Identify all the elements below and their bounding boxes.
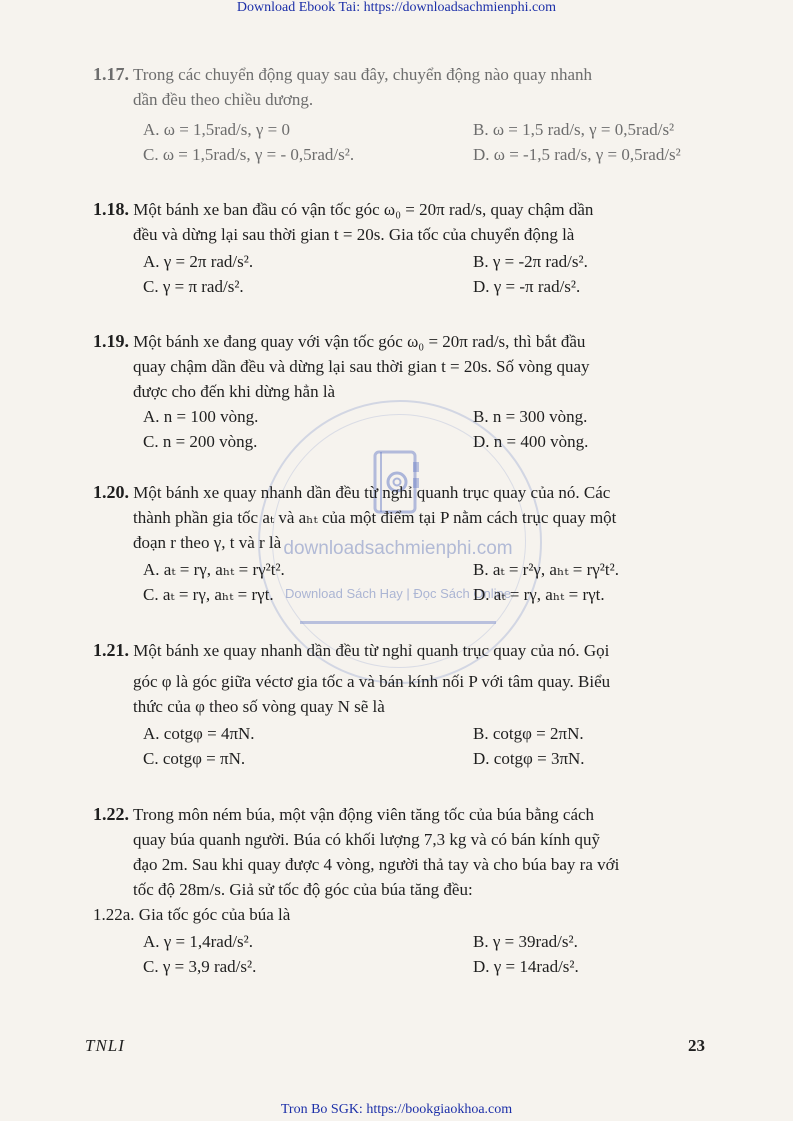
question-text: tốc độ 28m/s. Giả sử tốc độ góc của búa tăng đều: — [133, 880, 473, 899]
question-text: thành phần gia tốc aₜ và aₕₜ của một điểm tại P nằm cách trục quay một — [133, 508, 617, 527]
option-a: A. γ = 2π rad/s². — [143, 252, 254, 271]
sub-question: 1.22a. Gia tốc góc của búa là — [93, 905, 291, 924]
option-c: C. ω = 1,5rad/s, γ = - 0,5rad/s². — [143, 145, 355, 164]
question-text: đều và dừng lại sau thời gian t = 20s. Gia tốc của chuyển động là — [133, 225, 575, 244]
option-b: B. ω = 1,5 rad/s, γ = 0,5rad/s² — [473, 120, 675, 139]
question-1-19 — [93, 329, 713, 454]
option-d: D. n = 400 vòng. — [473, 432, 589, 451]
option-b: B. cotgφ = 2πN. — [473, 724, 584, 743]
option-c: C. cotgφ = πN. — [143, 749, 246, 768]
watermark-site: downloadsachmienphi.com — [283, 538, 513, 559]
header-download-link[interactable]: Download Ebook Tai: https://downloadsachmienphi.com — [236, 0, 557, 15]
question-1-22 — [93, 802, 713, 979]
question-text: đạo 2m. Sau khi quay được 4 vòng, người thả tay và cho búa bay ra với — [133, 855, 620, 874]
question-number: 1.18. — [93, 199, 129, 219]
option-a: A. aₜ = rγ, aₕₜ = rγ²t². — [143, 560, 285, 579]
option-a: A. γ = 1,4rad/s². — [143, 932, 254, 951]
question-text: Một bánh xe quay nhanh dần đều từ nghỉ quanh trục quay của nó. Gọi — [133, 641, 610, 660]
option-a: A. n = 100 vòng. — [143, 407, 259, 426]
answer-options — [93, 929, 713, 979]
question-text: quay chậm dần đều và dừng lại sau thời gian t = 20s. Số vòng quay — [133, 357, 590, 376]
question-text: được cho đến khi dừng hẳn là — [133, 382, 336, 401]
question-text: góc φ là góc giữa véctơ gia tốc a và bán kính nối P với tâm quay. Biểu — [133, 672, 611, 691]
option-b: B. n = 300 vòng. — [473, 407, 588, 426]
watermark-tagline: Download Sách Hay | Đọc Sách Online — [285, 586, 511, 601]
option-c: C. γ = 3,9 rad/s². — [143, 957, 257, 976]
question-text: đoạn r theo γ, t và r là — [133, 533, 282, 552]
question-number: 1.17. — [93, 64, 129, 84]
question-number: 1.21. — [93, 640, 129, 660]
question-text: Một bánh xe đang quay với vận tốc góc ω₀ = 20π rad/s, thì bắt đầu — [133, 332, 586, 351]
option-d: D. cotgφ = 3πN. — [473, 749, 585, 768]
footer-sgk-link[interactable]: Tron Bo SGK: https://bookgiaokhoa.com — [280, 1102, 513, 1117]
option-d: D. γ = -π rad/s². — [473, 277, 581, 296]
option-a: A. ω = 1,5rad/s, γ = 0 — [143, 120, 290, 139]
option-d: D. aₜ = rγ, aₕₜ = rγt. — [473, 585, 605, 604]
watermark-bar — [300, 621, 496, 624]
option-c: C. n = 200 vòng. — [143, 432, 258, 451]
question-text: quay búa quanh người. Búa có khối lượng 7,3 kg và có bán kính quỹ — [133, 830, 601, 849]
question-text: Trong các chuyển động quay sau đây, chuyển động nào quay nhanh — [132, 65, 593, 84]
option-c: C. aₜ = rγ, aₕₜ = rγt. — [143, 585, 274, 604]
question-number: 1.20. — [93, 482, 129, 502]
page-number: 23 — [688, 1036, 705, 1055]
option-a: A. cotgφ = 4πN. — [143, 724, 255, 743]
answer-options — [93, 557, 713, 607]
option-b: B. aₜ = r²γ, aₕₜ = rγ²t². — [473, 560, 619, 579]
question-number: 1.22. — [93, 804, 129, 824]
question-text: thức của φ theo số vòng quay N sẽ là — [133, 697, 385, 716]
question-text: dần đều theo chiều dương. — [133, 90, 314, 109]
footer-book-code: TNLI — [85, 1036, 125, 1055]
question-1-21 — [93, 638, 713, 771]
question-number: 1.19. — [93, 331, 129, 351]
answer-options — [93, 117, 713, 167]
question-1-20 — [93, 480, 713, 607]
answer-options — [93, 249, 713, 299]
option-c: C. γ = π rad/s². — [143, 277, 244, 296]
option-d: D. γ = 14rad/s². — [473, 957, 579, 976]
option-d: D. ω = -1,5 rad/s, γ = 0,5rad/s² — [473, 145, 681, 164]
answer-options — [93, 721, 713, 771]
option-b: B. γ = -2π rad/s². — [473, 252, 588, 271]
question-1-18 — [93, 197, 713, 299]
question-text: Trong môn ném búa, một vận động viên tăng tốc của búa bằng cách — [132, 805, 595, 824]
question-1-17 — [93, 62, 713, 167]
question-text: Một bánh xe quay nhanh dần đều từ nghỉ quanh trục quay của nó. Các — [133, 483, 611, 502]
option-b: B. γ = 39rad/s². — [473, 932, 578, 951]
question-text: Một bánh xe ban đầu có vận tốc góc ω₀ = 20π rad/s, quay chậm dần — [133, 200, 594, 219]
answer-options — [93, 404, 713, 454]
